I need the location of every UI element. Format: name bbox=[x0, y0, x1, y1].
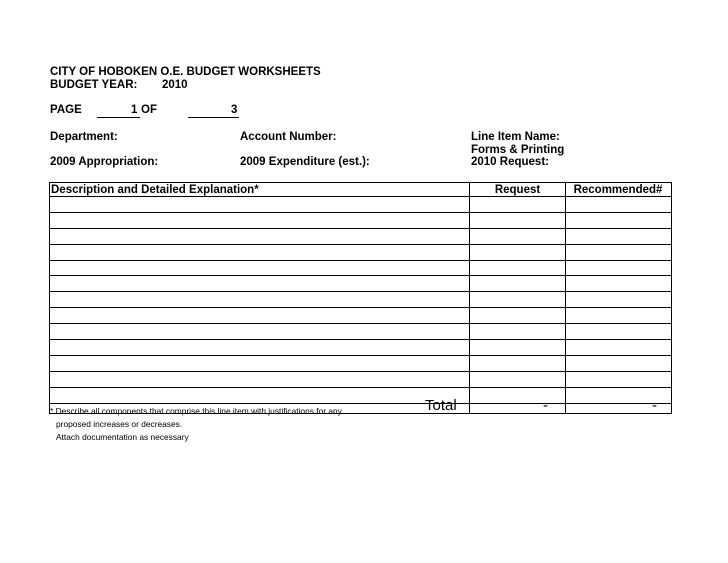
department-label: Department: bbox=[50, 131, 118, 143]
expenditure-label: 2009 Expenditure (est.): bbox=[240, 156, 370, 168]
table-row bbox=[50, 372, 671, 388]
table-row bbox=[50, 324, 671, 340]
table-row bbox=[50, 197, 671, 213]
page-total-underline bbox=[188, 117, 239, 118]
column-header-recommended: Recommended# bbox=[573, 184, 663, 196]
footnote-line-2: proposed increases or decreases. bbox=[56, 419, 183, 429]
of-label: OF bbox=[141, 104, 157, 116]
appropriation-label: 2009 Appropriation: bbox=[50, 156, 159, 168]
budget-year-value: 2010 bbox=[162, 79, 188, 91]
account-number-label: Account Number: bbox=[240, 131, 337, 143]
footnote-line-1: * Describe all components that comprise this line item with justifications for any bbox=[50, 406, 342, 416]
total-label: Total bbox=[425, 397, 457, 414]
line-item-name-label: Line Item Name: bbox=[471, 131, 560, 143]
request-label: 2010 Request: bbox=[471, 156, 549, 168]
page-number: 1 bbox=[131, 104, 138, 116]
table-row bbox=[50, 245, 671, 261]
column-header-request: Request bbox=[494, 184, 541, 196]
header-row-divider bbox=[50, 183, 671, 197]
table-row bbox=[50, 308, 671, 324]
table-row bbox=[50, 340, 671, 356]
column-header-description: Description and Detailed Explanation* bbox=[51, 184, 259, 196]
table-row bbox=[50, 277, 671, 293]
total-recommended-value: - bbox=[652, 397, 657, 414]
total-request-value: - bbox=[543, 397, 548, 414]
table-row bbox=[50, 261, 671, 277]
page-number-underline bbox=[97, 117, 140, 118]
budget-table bbox=[49, 182, 672, 414]
table-row bbox=[50, 213, 671, 229]
budget-year-label: BUDGET YEAR: bbox=[50, 79, 138, 91]
page-label: PAGE bbox=[50, 104, 82, 116]
table-row bbox=[50, 356, 671, 372]
worksheet-title: CITY OF HOBOKEN O.E. BUDGET WORKSHEETS bbox=[50, 66, 321, 78]
table-row bbox=[50, 292, 671, 308]
page-total: 3 bbox=[231, 104, 238, 116]
table-row bbox=[50, 388, 671, 404]
line-item-name-value: Forms & Printing bbox=[471, 144, 565, 156]
table-row bbox=[50, 229, 671, 245]
footnote-line-3: Attach documentation as necessary bbox=[56, 432, 189, 442]
